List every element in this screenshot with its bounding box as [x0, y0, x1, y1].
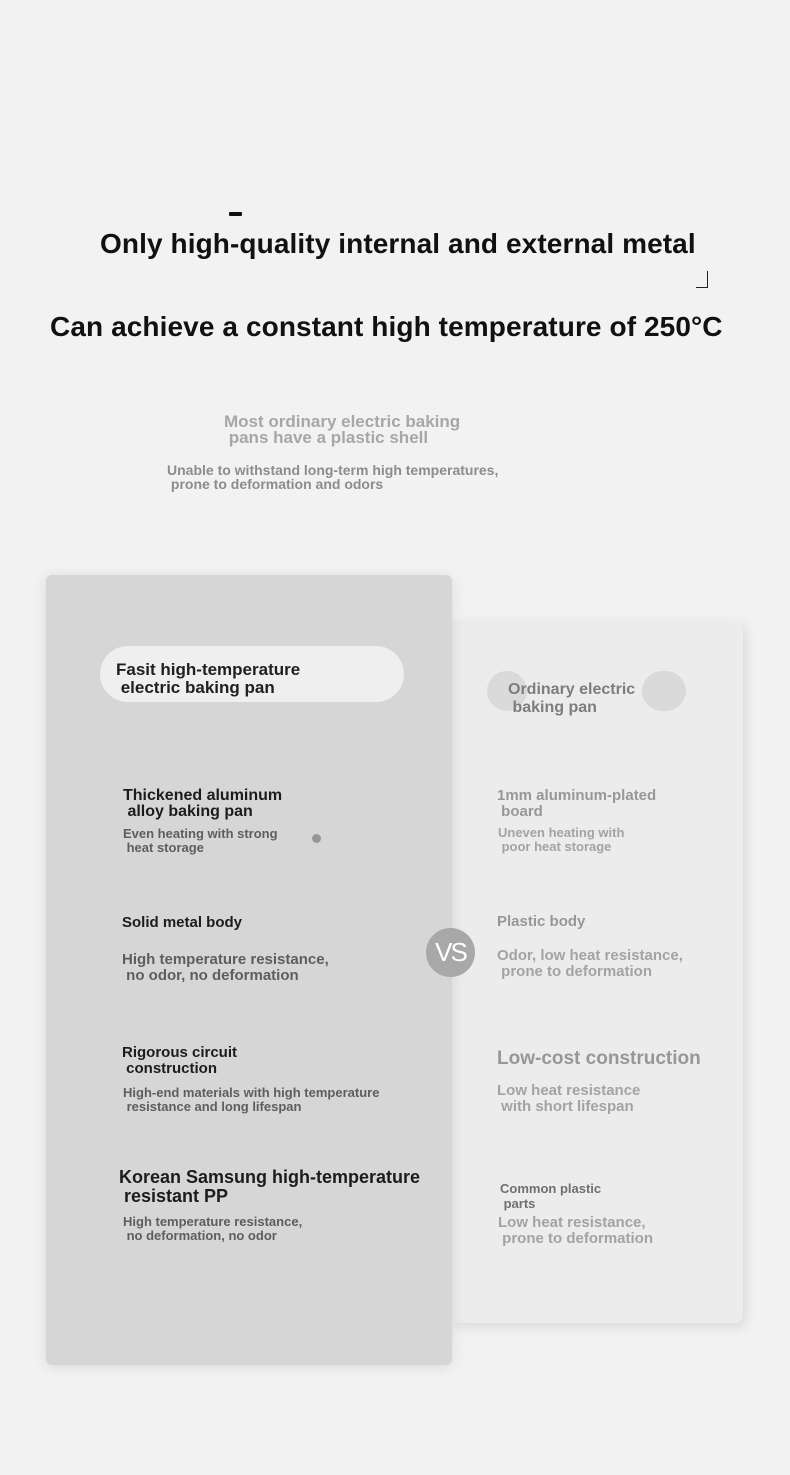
ordinary-title: Ordinary electric baking pan	[508, 681, 636, 716]
ordinary-feature-detail: Uneven heating with poor heat storage	[498, 825, 625, 854]
vs-badge: VS	[426, 928, 475, 977]
fasit-feature-detail: High-end materials with high temperature resistance and long lifespan	[123, 1085, 380, 1114]
corner-mark-icon	[696, 271, 708, 288]
fasit-feature-detail: High temperature resistance, no odor, no deformation	[122, 951, 329, 984]
dash-mark	[229, 212, 242, 216]
ordinary-feature-title: Plastic body	[497, 913, 586, 930]
ordinary-feature-detail: Odor, low heat resistance, prone to deformation	[497, 947, 683, 980]
problem-title: Most ordinary electric baking pans have a plastic shell	[224, 412, 461, 447]
headline-primary: Only high-quality internal and external metal	[100, 228, 696, 259]
problem-detail: Unable to withstand long-term high temperatures, prone to deformation and odors	[167, 462, 499, 492]
fasit-title: Fasit high-temperature electric baking pan	[116, 660, 301, 697]
smudge-mark	[312, 834, 321, 843]
fasit-feature-title: Thickened aluminum alloy baking pan	[123, 787, 283, 820]
ordinary-pill-right-cap	[642, 671, 686, 711]
fasit-feature-title: Korean Samsung high-temperature resistant PP	[119, 1167, 421, 1206]
ordinary-feature-title: Common plastic parts	[500, 1181, 602, 1211]
ordinary-feature-title: 1mm aluminum-plated board	[497, 787, 657, 820]
ordinary-feature-title: Low-cost construction	[497, 1048, 701, 1069]
fasit-feature-detail: Even heating with strong heat storage	[123, 826, 278, 855]
fasit-feature-title: Rigorous circuit construction	[122, 1044, 238, 1077]
fasit-feature-detail: High temperature resistance, no deformation, no odor	[123, 1214, 303, 1243]
ordinary-feature-detail: Low heat resistance with short lifespan	[497, 1082, 641, 1115]
headline-secondary: Can achieve a constant high temperature of 250°C	[50, 311, 723, 342]
ordinary-feature-detail: Low heat resistance, prone to deformation	[498, 1214, 653, 1247]
fasit-feature-title: Solid metal body	[122, 914, 243, 931]
